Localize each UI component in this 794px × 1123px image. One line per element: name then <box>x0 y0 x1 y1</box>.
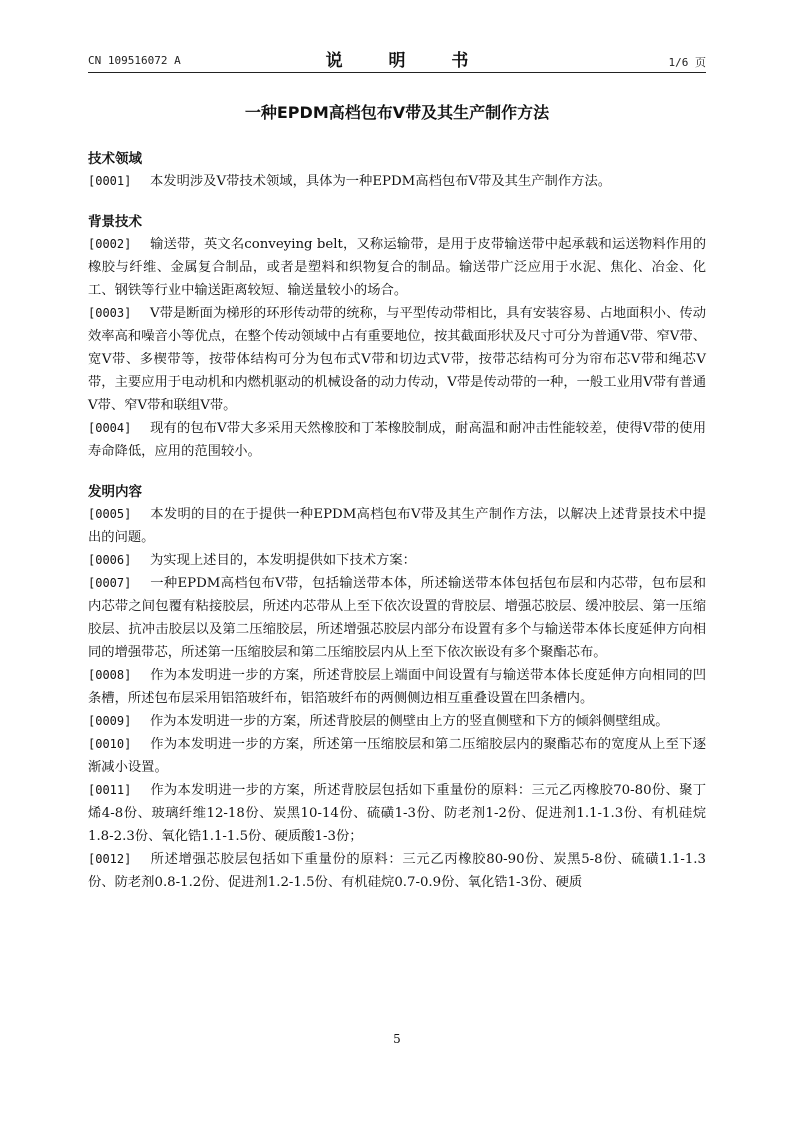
paragraph-text: 现有的包布V带大多采用天然橡胶和丁苯橡胶制成，耐高温和耐冲击性能较差，使得V带的使用寿命降低，应用的范围较小。 <box>88 421 706 459</box>
paragraph <box>88 503 706 549</box>
paragraph-number: [0003] <box>88 306 132 320</box>
paragraph-text: 一种EPDM高档包布V带，包括输送带本体，所述输送带本体包括包布层和内芯带，包布层和内芯带之间包覆有粘接胶层，所述内芯带从上至下依次设置的背胶层、增强芯胶层、缓冲胶层、第一压缩胶层、抗冲击胶层以及第二压缩胶层，所述增强芯胶层内部分布设置有多个与输送带本体长度延伸方向相同的增强带芯，所述第一压缩胶层和第二压缩胶层内从上至下依次嵌设有多个聚酯芯布。 <box>88 576 706 660</box>
document-type: 说 明 书 <box>325 51 489 71</box>
paragraph-text: 输送带，英文名conveying belt，又称运输带，是用于皮带输送带中起承载和运送物料作用的橡胶与纤维、金属复合制品，或者是塑料和织物复合的制品。输送带广泛应用于水泥、焦化、冶金、化工、钢铁等行业中输送距离较短、输送量较小的场合。 <box>88 237 706 298</box>
page-number: 5 <box>393 1032 401 1046</box>
paragraph-text: 作为本发明进一步的方案，所述第一压缩胶层和第二压缩胶层内的聚酯芯布的宽度从上至下逐渐减小设置。 <box>88 737 706 775</box>
paragraph <box>88 733 706 779</box>
section-heading: 技术领域 <box>88 151 142 167</box>
paragraph <box>88 549 706 572</box>
paragraph <box>88 848 706 894</box>
paragraph <box>88 779 706 848</box>
patent-number: CN 109516072 A <box>88 54 181 67</box>
section-heading: 背景技术 <box>88 214 142 230</box>
paragraph-number: [0006] <box>88 553 132 567</box>
paragraph-text: 作为本发明进一步的方案，所述背胶层包括如下重量份的原料：三元乙丙橡胶70-80份、聚丁烯4-8份、玻璃纤维12-18份、炭黑10-14份、硫磺1-3份、防老剂1-2份、促进剂1.1-1.3份、有机硅烷1.8-2.3份、氧化锆1.1-1.5份、硬质酸1-3份； <box>88 783 706 844</box>
paragraph-text: 作为本发明进一步的方案，所述背胶层上端面中间设置有与输送带本体长度延伸方向相同的凹条槽，所述包布层采用铝箔玻纤布，铝箔玻纤布的两侧侧边相互重叠设置在凹条槽内。 <box>88 668 706 706</box>
document-body <box>88 140 706 894</box>
paragraph-number: [0010] <box>88 737 132 751</box>
page-indicator: 1/6 页 <box>668 56 706 69</box>
paragraph-number: [0011] <box>88 783 132 797</box>
section-technical-field <box>88 148 706 193</box>
paragraph-text: 为实现上述目的，本发明提供如下技术方案： <box>150 553 416 568</box>
paragraph-number: [0008] <box>88 668 132 682</box>
section-heading: 发明内容 <box>88 484 142 500</box>
paragraph <box>88 170 706 193</box>
paragraph <box>88 572 706 664</box>
paragraph <box>88 710 706 733</box>
paragraph-text: 本发明涉及V带技术领域，具体为一种EPDM高档包布V带及其生产制作方法。 <box>150 174 612 189</box>
paragraph <box>88 417 706 463</box>
paragraph-number: [0007] <box>88 576 132 590</box>
paragraph <box>88 664 706 710</box>
paragraph <box>88 233 706 302</box>
document-title: 一种EPDM高档包布V带及其生产制作方法 <box>244 103 550 122</box>
paragraph-text: V带是断面为梯形的环形传动带的统称，与平型传动带相比，具有安装容易、占地面积小、传动效率高和噪音小等优点，在整个传动领域中占有重要地位，按其截面形状及尺寸可分为普通V带、窄V带、宽V带、多楔带等，按带体结构可分为包布式V带和切边式V带，按带芯结构可分为帘布芯V带和绳芯V带，主要应用于电动机和内燃机驱动的机械设备的动力传动，V带是传动带的一种，一般工业用V带有普通V带、窄V带和联组V带。 <box>88 306 706 413</box>
paragraph-number: [0009] <box>88 714 132 728</box>
paragraph-number: [0012] <box>88 852 132 866</box>
header-rule <box>88 72 706 73</box>
section-background <box>88 211 706 463</box>
paragraph-number: [0001] <box>88 174 132 188</box>
paragraph-text: 作为本发明进一步的方案，所述背胶层的侧壁由上方的竖直侧壁和下方的倾斜侧壁组成。 <box>150 714 669 729</box>
paragraph-number: [0004] <box>88 421 132 435</box>
paragraph-text: 所述增强芯胶层包括如下重量份的原料：三元乙丙橡胶80-90份、炭黑5-8份、硫磺1.1-1.3份、防老剂0.8-1.2份、促进剂1.2-1.5份、有机硅烷0.7-0.9份、氧化锆1-3份、硬质 <box>88 852 706 890</box>
section-invention-content <box>88 481 706 894</box>
paragraph <box>88 302 706 417</box>
paragraph-number: [0002] <box>88 237 132 251</box>
paragraph-number: [0005] <box>88 507 132 521</box>
paragraph-text: 本发明的目的在于提供一种EPDM高档包布V带及其生产制作方法，以解决上述背景技术中提出的问题。 <box>88 507 706 545</box>
